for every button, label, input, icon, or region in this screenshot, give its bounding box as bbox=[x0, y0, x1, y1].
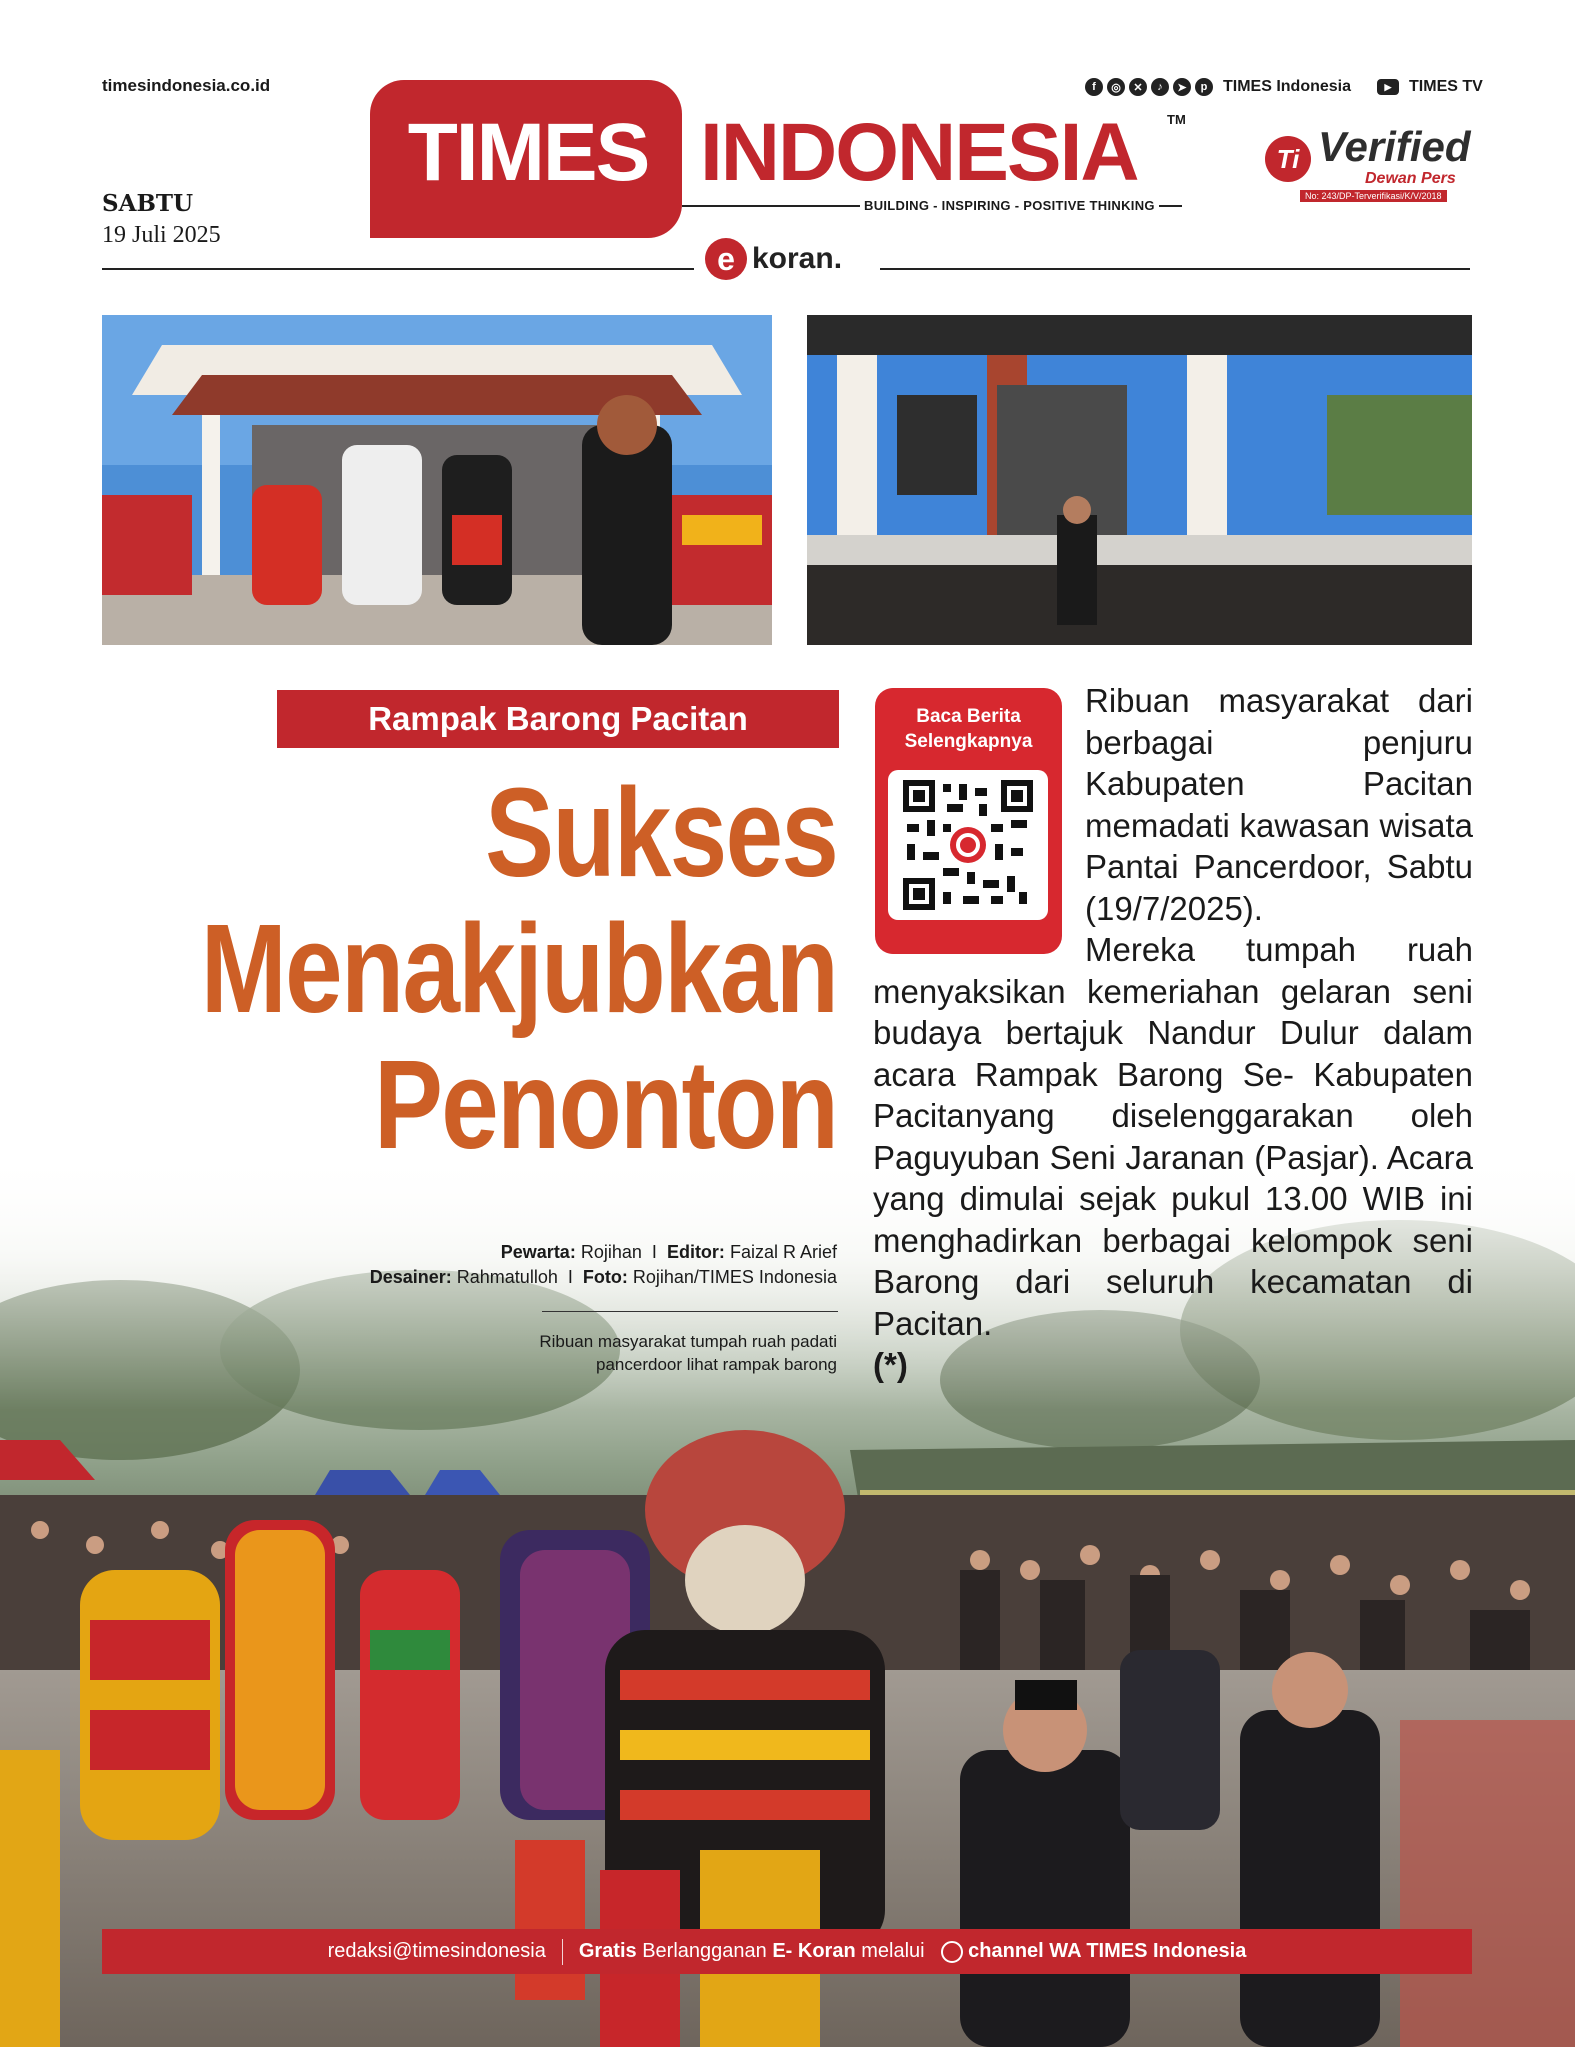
qr-title-line: Selengkapnya bbox=[904, 731, 1033, 752]
instagram-icon[interactable]: ◎ bbox=[1107, 78, 1125, 96]
headline-line: Menakjubkan bbox=[200, 898, 837, 1039]
ekoran-rule-left bbox=[102, 268, 694, 270]
footer-email[interactable]: redaksi@timesindonesia bbox=[327, 1940, 546, 1962]
verified-org: Dewan Pers bbox=[1365, 170, 1456, 187]
editor-name: Faizal R Arief bbox=[729, 1242, 837, 1262]
edition-date: 19 Juli 2025 bbox=[102, 222, 221, 248]
footer-subscribe-text: Berlangganan bbox=[642, 1940, 767, 1962]
ekoran-rule-right bbox=[880, 268, 1470, 270]
headline-line: Penonton bbox=[373, 1034, 837, 1175]
footer-subscribe bbox=[579, 1940, 925, 1963]
desainer-name: Rahmatulloh bbox=[456, 1267, 558, 1287]
kicker-label: Rampak Barong Pacitan bbox=[277, 690, 839, 748]
pinterest-icon[interactable]: p bbox=[1195, 78, 1213, 96]
site-url[interactable]: timesindonesia.co.id bbox=[102, 76, 271, 95]
end-mark: (*) bbox=[873, 1346, 908, 1383]
footer-channel-label[interactable]: channel WA TIMES Indonesia bbox=[968, 1940, 1247, 1962]
logo-times[interactable]: TIMES bbox=[407, 107, 649, 198]
photo-stage-crowd bbox=[807, 315, 1472, 645]
telegram-icon[interactable]: ➤ bbox=[1173, 78, 1191, 96]
youtube-icon[interactable]: ▶ bbox=[1377, 79, 1399, 95]
verified-logo-icon: Ti bbox=[1265, 136, 1311, 182]
article-paragraph: Mereka tumpah ruah menyaksikan kemeriahan gelaran seni budaya bertajuk Nandur Dulur dalam acara Rampak Barong Se- Kabupaten Pacitanyang diselenggarakan oleh Paguyuban Seni Jaranan (Pasjar). Acara yang dimulai sejak pukul 13.00 WIB ini menghadirkan berbagai kelompok seni Barong dari seluruh kecamatan di Pacitan. bbox=[873, 931, 1473, 1342]
footer-via: melalui bbox=[861, 1940, 925, 1962]
social-links bbox=[1085, 78, 1483, 96]
youtube-label[interactable]: TIMES TV bbox=[1409, 78, 1483, 95]
facebook-icon[interactable]: f bbox=[1085, 78, 1103, 96]
footer-divider bbox=[562, 1939, 563, 1965]
ekoran-e-icon: e bbox=[705, 238, 747, 280]
footer-ekoran: E- Koran bbox=[772, 1940, 856, 1962]
caption-line: pancerdoor lihat rampak barong bbox=[596, 1355, 837, 1374]
pewarta-label: Pewarta: bbox=[500, 1242, 576, 1262]
edition-day: SABTU bbox=[102, 190, 194, 217]
photo-caption bbox=[457, 1330, 837, 1376]
editor-label: Editor: bbox=[666, 1242, 725, 1262]
social-label[interactable]: TIMES Indonesia bbox=[1223, 78, 1352, 95]
whatsapp-icon bbox=[941, 1941, 963, 1963]
headline-line: Sukses bbox=[484, 762, 837, 903]
foto-label: Foto: bbox=[582, 1267, 628, 1287]
verified-number: No: 243/DP-Terverifikasi/K/V/2018 bbox=[1300, 190, 1447, 202]
credit-divider bbox=[542, 1311, 838, 1312]
desainer-label: Desainer: bbox=[369, 1267, 452, 1287]
foto-name: Rojihan/TIMES Indonesia bbox=[632, 1267, 837, 1287]
article-paragraph: Ribuan masyarakat dari berbagai penjuru Kabupaten Pacitan memadati kawasan wisata Pantai Pancerdoor, Sabtu (19/7/2025). bbox=[1085, 682, 1473, 927]
qr-title-line: Baca Berita bbox=[916, 706, 1021, 727]
trademark: TM bbox=[1167, 112, 1186, 127]
headline bbox=[200, 762, 837, 1175]
tiktok-icon[interactable]: ♪ bbox=[1151, 78, 1169, 96]
credits bbox=[370, 1240, 837, 1290]
x-icon[interactable]: ✕ bbox=[1129, 78, 1147, 96]
article-body bbox=[873, 680, 1473, 1386]
verified-word: Verified bbox=[1318, 123, 1471, 170]
caption-line: Ribuan masyarakat tumpah ruah padati bbox=[539, 1332, 837, 1351]
footer-channel[interactable] bbox=[941, 1940, 1247, 1963]
footer-gratis: Gratis bbox=[578, 1940, 637, 1962]
logo-indonesia[interactable]: INDONESIA bbox=[700, 107, 1138, 198]
credit-separator: I bbox=[567, 1267, 573, 1287]
pewarta-name: Rojihan bbox=[580, 1242, 642, 1262]
ekoran-word: koran. bbox=[752, 242, 843, 275]
photo-barong-performance bbox=[102, 315, 772, 645]
footer-bar bbox=[102, 1929, 1472, 1974]
logo-tagline: BUILDING - INSPIRING - POSITIVE THINKING bbox=[860, 198, 1159, 213]
credit-separator: I bbox=[651, 1242, 657, 1262]
